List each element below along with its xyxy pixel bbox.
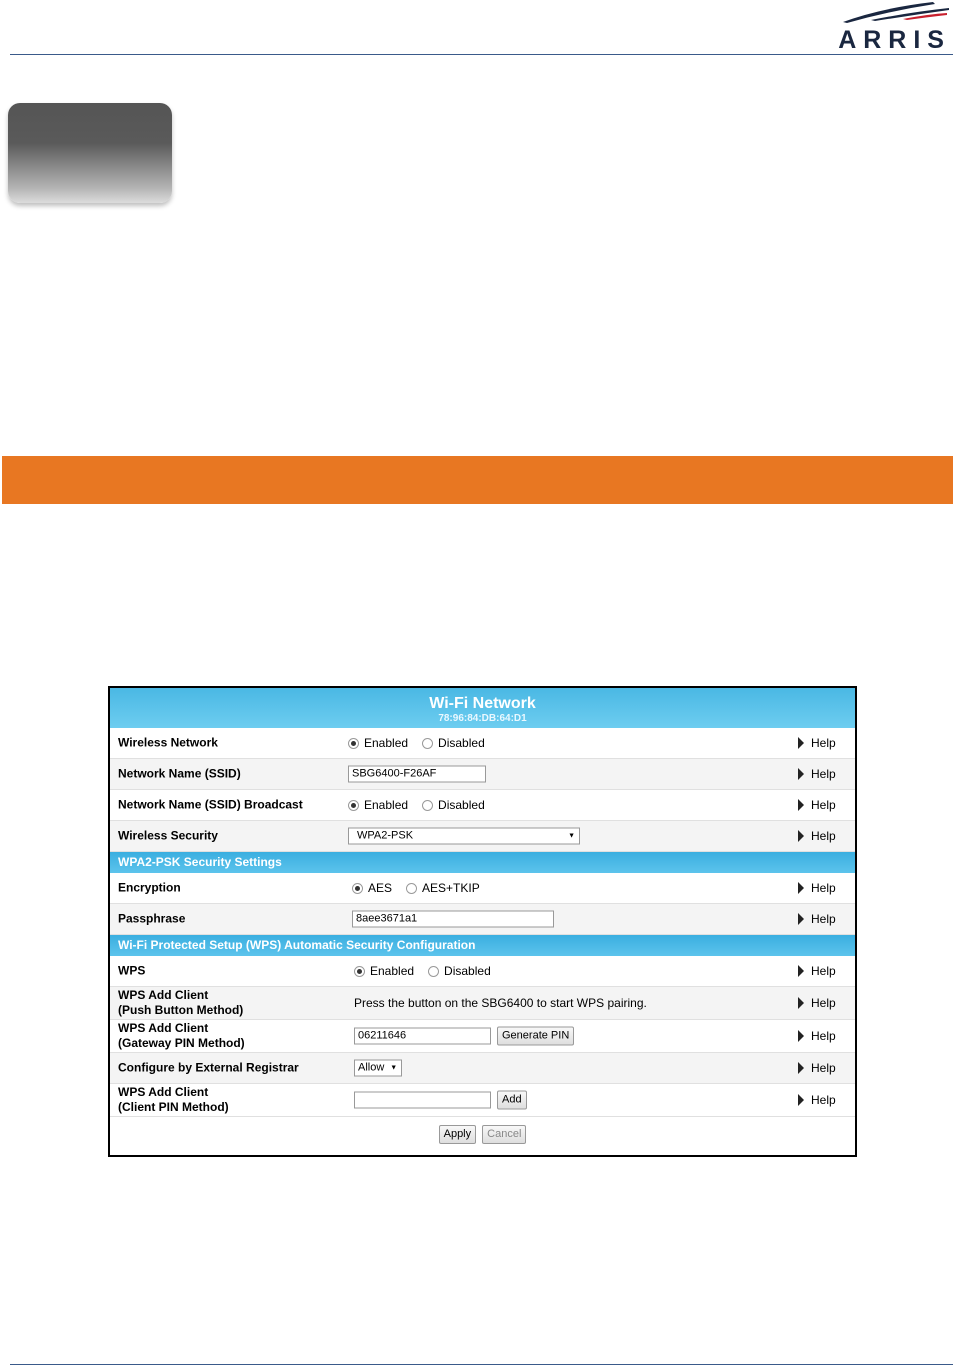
- help-link-wireless-security[interactable]: Help: [798, 829, 836, 843]
- apply-button[interactable]: Apply: [439, 1125, 477, 1144]
- help-link-ssid[interactable]: Help: [798, 767, 836, 781]
- generate-pin-button[interactable]: Generate PIN: [497, 1027, 574, 1046]
- wireless-security-control: [348, 828, 580, 845]
- wps-enabled-radio[interactable]: Enabled: [354, 964, 414, 978]
- gateway-pin-input[interactable]: 06211646: [354, 1028, 491, 1045]
- ssid-control: [348, 766, 486, 783]
- encryption-label: Encryption: [118, 880, 181, 895]
- encryption-aes-radio[interactable]: AES: [352, 881, 392, 895]
- triangle-right-icon: [798, 1094, 804, 1106]
- panel-footer-buttons: [110, 1125, 855, 1144]
- radio-selected-icon: [348, 800, 359, 811]
- triangle-right-icon: [798, 965, 804, 977]
- radio-unselected-icon: [406, 883, 417, 894]
- triangle-right-icon: [798, 913, 804, 925]
- logo-swoosh-icon: [841, 2, 951, 28]
- passphrase-label: Passphrase: [118, 911, 186, 926]
- radio-unselected-icon: [422, 800, 433, 811]
- row-encryption: [110, 873, 855, 904]
- external-registrar-label: Configure by External Registrar: [118, 1060, 299, 1075]
- triangle-right-icon: [798, 799, 804, 811]
- wireless-network-label: Wireless Network: [118, 735, 218, 750]
- triangle-right-icon: [798, 768, 804, 780]
- wpa-section-header: WPA2-PSK Security Settings: [110, 852, 855, 873]
- row-external-registrar: [110, 1053, 855, 1084]
- passphrase-input[interactable]: 8aee3671a1: [352, 911, 554, 928]
- wireless-network-radios: [348, 736, 493, 750]
- radio-unselected-icon: [428, 966, 439, 977]
- panel-title: Wi-Fi Network: [429, 695, 536, 712]
- header-rule: [10, 54, 953, 55]
- row-wps-push-button: [110, 987, 855, 1020]
- radio-selected-icon: [348, 738, 359, 749]
- ssid-broadcast-label: Network Name (SSID) Broadcast: [118, 797, 303, 812]
- chapter-tab: [8, 103, 172, 203]
- wps-label: WPS: [118, 963, 146, 978]
- passphrase-control: [352, 911, 554, 928]
- ssid-broadcast-enabled-radio[interactable]: Enabled: [348, 798, 408, 812]
- logo-wordmark: ARRIS: [838, 26, 951, 54]
- wps-client-label: WPS Add Client (Client PIN Method): [118, 1085, 229, 1114]
- ssid-label: Network Name (SSID): [118, 766, 241, 781]
- wireless-network-disabled-radio[interactable]: Disabled: [422, 736, 485, 750]
- help-link-wps-gateway[interactable]: Help: [798, 1029, 836, 1043]
- ssid-broadcast-radios: [348, 798, 493, 812]
- arris-logo: [811, 2, 951, 52]
- wps-disabled-radio[interactable]: Disabled: [428, 964, 491, 978]
- encryption-radios: [352, 881, 488, 895]
- help-link-wps[interactable]: Help: [798, 964, 836, 978]
- panel-header: [110, 688, 855, 728]
- help-link-encryption[interactable]: Help: [798, 881, 836, 895]
- encryption-aes-tkip-radio[interactable]: AES+TKIP: [406, 881, 480, 895]
- triangle-right-icon: [798, 1062, 804, 1074]
- triangle-right-icon: [798, 1030, 804, 1042]
- wps-push-instructions: Press the button on the SBG6400 to start WPS pairing.: [354, 996, 647, 1010]
- row-wps: [110, 956, 855, 987]
- triangle-right-icon: [798, 830, 804, 842]
- row-passphrase: [110, 904, 855, 935]
- ssid-input[interactable]: SBG6400-F26AF: [348, 766, 486, 783]
- triangle-right-icon: [798, 882, 804, 894]
- wps-client-control: [354, 1091, 527, 1110]
- wps-push-control: [354, 996, 647, 1010]
- row-ssid: [110, 759, 855, 790]
- section-banner: [2, 456, 953, 504]
- radio-unselected-icon: [422, 738, 433, 749]
- wireless-security-label: Wireless Security: [118, 828, 218, 843]
- row-wps-gateway-pin: [110, 1020, 855, 1053]
- dropdown-arrow-icon: ▼: [390, 1064, 398, 1072]
- help-link-wps-push[interactable]: Help: [798, 996, 836, 1010]
- panel-footer: [110, 1117, 855, 1155]
- help-link-ssid-broadcast[interactable]: Help: [798, 798, 836, 812]
- row-wireless-security: [110, 821, 855, 852]
- dropdown-arrow-icon: ▼: [568, 832, 575, 840]
- help-link-wps-client[interactable]: Help: [798, 1093, 836, 1107]
- wps-radios: [354, 964, 499, 978]
- radio-selected-icon: [352, 883, 363, 894]
- external-registrar-control: [354, 1060, 402, 1077]
- footer-rule: [10, 1364, 953, 1365]
- help-link-passphrase[interactable]: Help: [798, 912, 836, 926]
- row-ssid-broadcast: [110, 790, 855, 821]
- triangle-right-icon: [798, 737, 804, 749]
- panel-mac-address: 78:96:84:DB:64:D1: [438, 713, 527, 724]
- wifi-network-panel: [108, 686, 857, 1157]
- client-pin-input[interactable]: [354, 1092, 491, 1109]
- wps-section-header: Wi-Fi Protected Setup (WPS) Automatic Security Configuration: [110, 935, 855, 956]
- external-registrar-select[interactable]: Allow ▼: [354, 1060, 402, 1077]
- wps-gateway-control: [354, 1027, 574, 1046]
- row-wireless-network: [110, 728, 855, 759]
- help-link-external-registrar[interactable]: Help: [798, 1061, 836, 1075]
- triangle-right-icon: [798, 997, 804, 1009]
- cancel-button[interactable]: Cancel: [482, 1125, 526, 1144]
- wireless-security-select[interactable]: WPA2-PSK ▼: [348, 828, 580, 845]
- wps-gateway-label: WPS Add Client (Gateway PIN Method): [118, 1021, 245, 1050]
- wireless-network-enabled-radio[interactable]: Enabled: [348, 736, 408, 750]
- add-client-button[interactable]: Add: [497, 1091, 527, 1110]
- radio-selected-icon: [354, 966, 365, 977]
- ssid-broadcast-disabled-radio[interactable]: Disabled: [422, 798, 485, 812]
- wps-push-label: WPS Add Client (Push Button Method): [118, 988, 244, 1017]
- help-link-wireless-network[interactable]: Help: [798, 736, 836, 750]
- row-wps-client-pin: [110, 1084, 855, 1117]
